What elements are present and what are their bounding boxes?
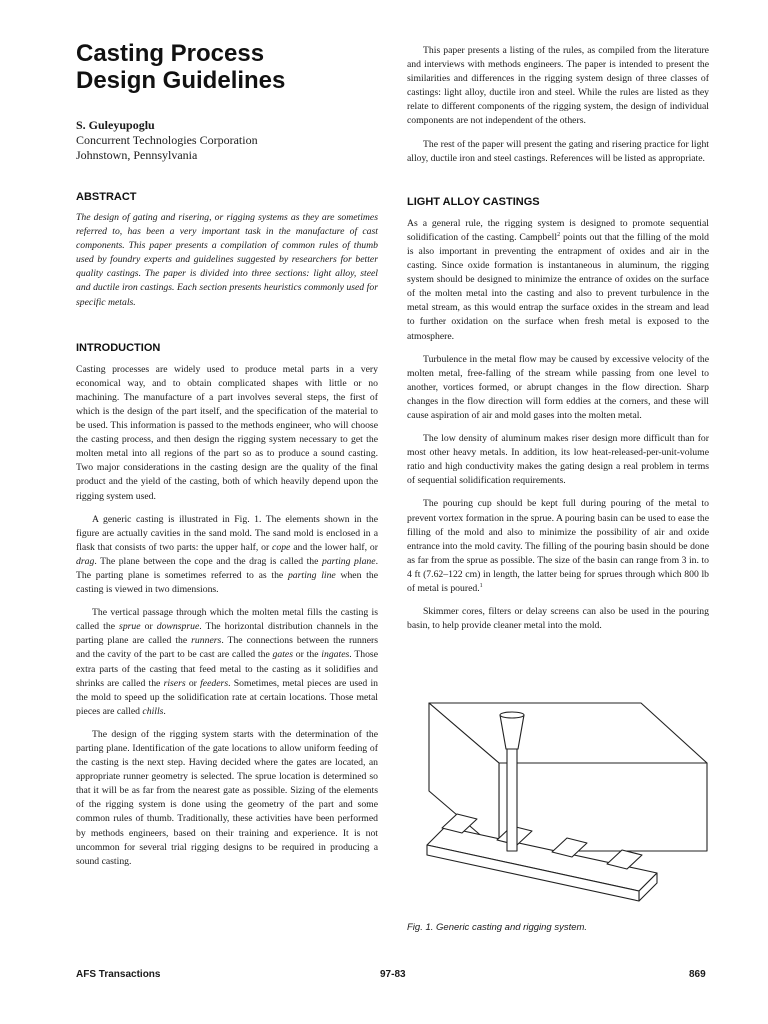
term-drag: drag	[76, 555, 95, 567]
casting-block-front	[499, 763, 707, 851]
paper-title	[76, 40, 378, 94]
title-line-2: Design Guidelines	[76, 67, 286, 94]
footer-paper-code: 97-83	[380, 969, 406, 980]
right-paragraph-1: This paper presents a listing of the rules, as compiled from the literature and interviews with methods engineers. The paper is intended to present the similarities and differences in the rigging system design of three classes of castings: light alloy, ductile iron and steel. While the rules are listed as they relate to different components of the rigging system, the design of individual components are not independent of the others.	[407, 45, 709, 127]
figure-1	[407, 695, 709, 915]
citation-1: 1	[479, 582, 483, 589]
abstract-heading: ABSTRACT	[76, 191, 137, 203]
intro-paragraph-1: Casting processes are widely used to produce metal parts in a very economical way, and to obtain complicated shapes with little or no machining. The manufacture of a part involves several steps, the first of which is the design of the part itself, and the specification of the material to be used. This information is passed to the methods engineer, who will choose the casting process, and then design the rigging system necessary to get the molten metal into all regions of the part so as to produce a sound casting. Two major considerations in the casting design are the quality of the final product and the yield of the casting, both of which heavily depend upon the rigging system used.	[76, 363, 378, 502]
term-parting-plane: parting plane	[321, 555, 376, 567]
term-runners: runners	[191, 635, 222, 647]
figure-caption: Fig. 1. Generic casting and rigging system.	[407, 922, 588, 933]
title-line-1: Casting Process	[76, 40, 265, 67]
term-ingates: ingates	[321, 649, 350, 661]
term-downsprue: downsprue	[156, 621, 200, 633]
light-alloy-paragraph-4: The pouring cup should be kept full during pouring of the metal to prevent vortex formation in the sprue. A pouring basin can be used to ease the filling of the mold and also to minimize the possibility of air and oxide entrance into the mold cavity. The filling of the pouring basin should be done as far from the sprue as possible. The size of the basin can range from 3 in. to 4 ft (7.62–122 cm) in length, the latter being for sprues through which 800 lb of metal is poured.$^1$	[407, 498, 709, 594]
citation-2: 2	[557, 231, 561, 238]
right-paragraph-2: The rest of the paper will present the gating and risering practice for light alloy, ductile iron and steel castings. References will be listed as appropriate.	[407, 138, 709, 164]
term-sprue: sprue	[119, 621, 141, 633]
introduction-heading: INTRODUCTION	[76, 341, 161, 354]
abstract-text: The design of gating and risering, or rigging systems as they are sometimes referred to, has been a very important task in the manufacture of cast components. This paper presents a compilation of common rules of thumb used by foundry experts and guidelines suggested by researchers for better quality castings. The paper is divided into three sections: light alloy, steel and ductile iron castings. Each section presents heuristics commonly used for specific metals.	[76, 212, 378, 308]
footer-journal: AFS Transactions	[76, 969, 161, 980]
term-feeders: feeders	[200, 677, 229, 689]
intro-paragraph-4: The design of the rigging system starts with the determination of the parting plane. Identification of the gate locations to allow uniform feeding of the casting is the next step. Having decided where the gates are located, an appropriate runner geometry is selected. The sprue location is determined so that it will be as far from the nearest gate as possible. Sizing of the elements of the rigging system is done using the geometry of the part and some common rules of thumb. Traditionally, these activities have been performed by methods engineers, based on their training and experience. It is not uncommon for several trial rigging designs to be required in producing a sound casting.	[76, 728, 378, 867]
term-gates: gates	[272, 649, 293, 661]
intro-paragraph-2: A generic casting is illustrated in Fig. 1. The elements shown in the figure are actually cavities in the sand mold. The sand mold is enclosed in a flask that consists of two parts: the upper half, or cope and the lower half, or drag. The plane between the cope and the drag is called the parting plane. The parting plane is sometimes referred to as the parting line when the casting is viewed in two dimensions.	[76, 513, 378, 596]
light-alloy-paragraph-1: As a general rule, the rigging system is designed to promote sequential solidification of the casting. Campbell$^2$ points out that the filling of the mold is also important in preventing the entrapment of oxides and air in the casting. Since oxide formation is instantaneous in aluminum, the rigging system should be designed to minimize the entrance of oxides on the surface of the molten metal into the casting and also to prevent turbulence in the metal stream, as this would entrap the surface oxides in the stream and lead to further oxidation on the surface when fresh metal is exposed to the atmosphere.	[407, 217, 709, 342]
left-column	[76, 40, 378, 869]
sprue	[507, 747, 517, 851]
light-alloy-paragraph-5: Skimmer cores, filters or delay screens can also be used in the pouring basin, to help provide cleaner metal into the mold.	[407, 606, 709, 632]
intro-paragraph-3: The vertical passage through which the molten metal fills the casting is called the sprue or downsprue. The horizontal distribution channels in the parting plane are called the runners. The connections between the runners and the cavity of the part to be cast are called the gates or the ingates. Those extra parts of the casting that feed metal to the casting as it solidifies and shrinks are called the risers or feeders. Sometimes, metal pieces are used in the mold to speed up the solidification rate at certain locations. Those metal pieces are called chills.	[76, 607, 378, 717]
term-cope: cope	[272, 541, 291, 553]
footer-page-number: 869	[689, 969, 706, 980]
author-location: Johnstown, Pennsylvania	[76, 148, 198, 162]
term-chills: chills	[142, 705, 164, 717]
casting-rigging-illustration	[407, 695, 709, 915]
term-parting-line: parting line	[287, 569, 336, 581]
right-column	[407, 44, 709, 633]
term-risers: risers	[163, 677, 186, 689]
author-block	[76, 118, 378, 163]
light-alloy-paragraph-3: The low density of aluminum makes riser design more difficult than for most other heavy metals. In addition, its low heat-released-per-unit-volume ratio and high conductivity makes the gating design a real problem in terms of sequential solidification requirements.	[407, 433, 709, 487]
author-affiliation: Concurrent Technologies Corporation	[76, 133, 258, 147]
light-alloy-heading: LIGHT ALLOY CASTINGS	[407, 195, 540, 208]
author-name: S. Guleyupoglu	[76, 118, 155, 132]
light-alloy-paragraph-2: Turbulence in the metal flow may be caused by excessive velocity of the molten metal, free-falling of the stream while passing from one level to another, vortices formed, or abrupt changes in the flow direction. Sharp changes in the flow direction will form eddies at the corners, and these will cause aspiration of air and mold gases into the molten metal.	[407, 353, 709, 421]
